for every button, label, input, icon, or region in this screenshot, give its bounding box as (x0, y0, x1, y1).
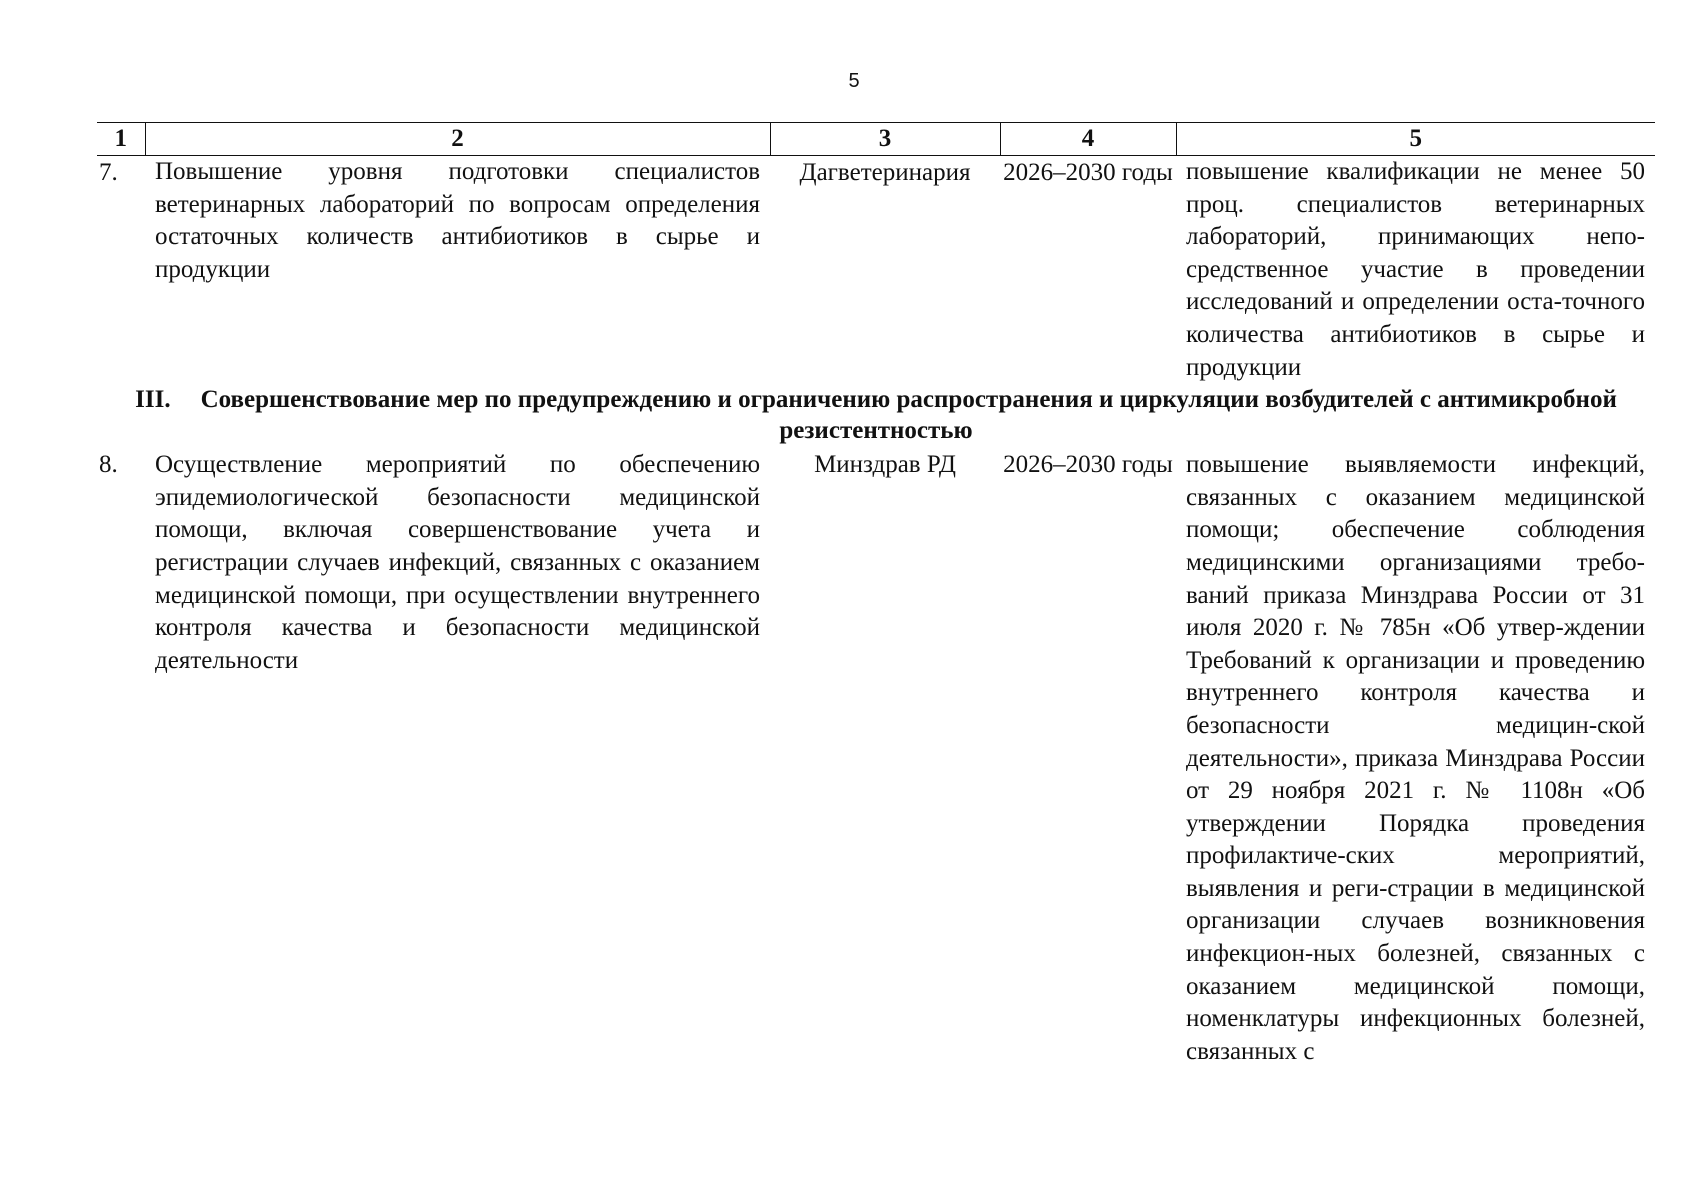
table-row (97, 156, 1655, 385)
column-header-2: 2 (145, 123, 770, 156)
expected-result: повышение квалификации не менее 50 проц. специалистов ветеринарных лабораторий, принимающих непо-средственное участие в проведении исследований и определении оста-точного количества антибиотиков в сырье и продукции (1186, 158, 1645, 381)
row-number: 7. (99, 159, 118, 186)
column-header-4: 4 (1000, 123, 1176, 156)
measure-name: Осуществление мероприятий по обеспечению эпидемиологической безопасности медицинской помощи, включая совершенствование учета и регистрации случаев инфекций, связанных с оказанием медицинской помощи, при осуществлении внутреннего контроля качества и безопасности медицинской деятельности (155, 451, 760, 674)
term: 2026–2030 годы (1003, 159, 1173, 186)
term: 2026–2030 годы (1003, 451, 1173, 479)
column-header-3: 3 (770, 123, 1000, 156)
section-title: Совершенствование мер по предупреждению и ограничению распространения и циркуляции возбудителей с антимикробной резистентностью (200, 386, 1617, 445)
page-number: 5 (848, 70, 860, 92)
expected-result: повышение выявляемости инфекций, связанных с оказанием медицинской помощи; обеспечение соблюдения медицинскими организациями требо-ваний приказа Минздрава России от 31 июля 2020 г. № 785н «Об утвер-ждении Требований к организации и проведению внутреннего контроля качества и безопасности медицин-ской деятельности», приказа Минздрава России от 29 ноября 2021 г. № 1108н «Об утверждении Порядка проведения профилактиче-ских мероприятий, выявления и реги-страции в медицинской организации случаев возникновения инфекцион-ных болезней, связанных с оказанием медицинской помощи, номенклатуры инфекционных болезней, связанных с (1186, 451, 1645, 1065)
measures-table (97, 122, 1655, 1068)
row-number: 8. (99, 451, 118, 479)
section-heading-row (97, 384, 1655, 449)
table-row (97, 449, 1655, 1068)
table-header (97, 123, 1655, 156)
section-number: III. (135, 386, 171, 414)
executor: Минздрав РД (814, 451, 956, 479)
column-header-1: 1 (97, 123, 145, 156)
column-header-5: 5 (1176, 123, 1655, 156)
section-heading (97, 384, 1655, 449)
measure-name: Повышение уровня подготовки специалистов ветеринарных лабораторий по вопросам определения остаточных количеств антибиотиков в сырье и продукции (155, 158, 760, 283)
executor: Дагветеринария (799, 159, 971, 186)
